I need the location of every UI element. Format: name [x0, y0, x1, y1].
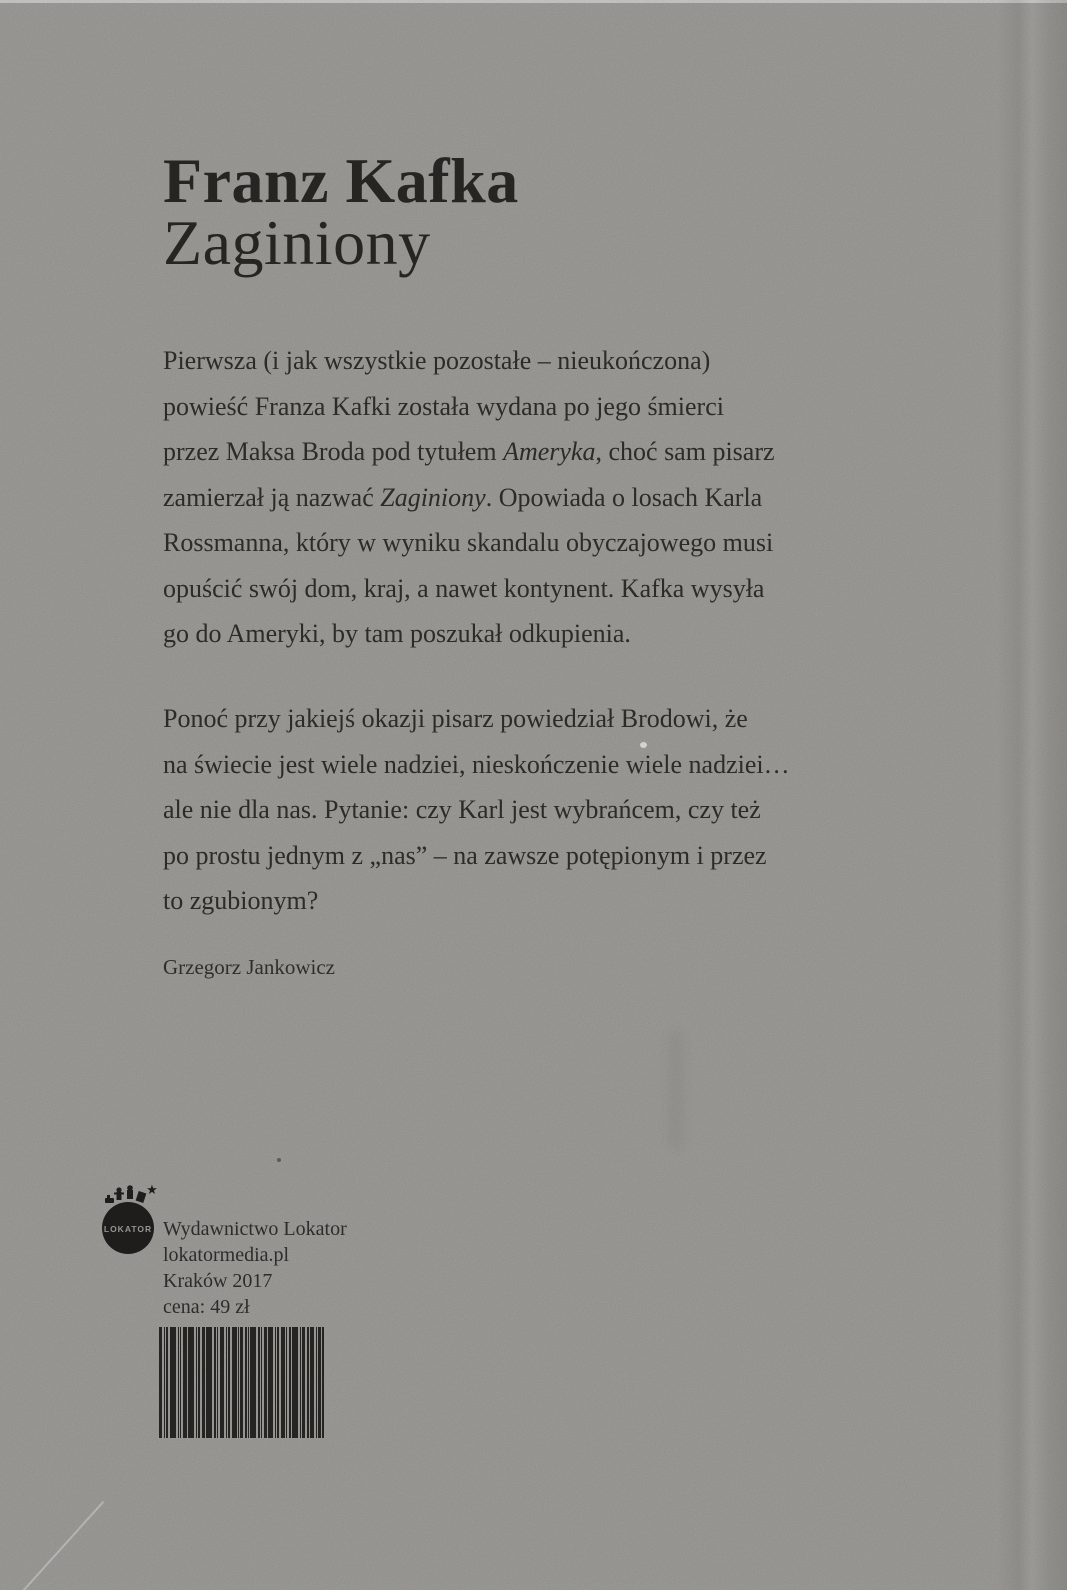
- barcode-bar: [196, 1327, 197, 1438]
- page-top-edge: [0, 0, 1067, 3]
- barcode-bar: [245, 1327, 247, 1438]
- barcode-bar: [170, 1327, 176, 1438]
- publisher-block: [163, 1216, 347, 1320]
- barcode-bar: [214, 1327, 216, 1438]
- spine-crease: [997, 0, 1067, 1590]
- book-title: Zaginiony: [163, 207, 431, 278]
- barcode-bar: [322, 1327, 324, 1438]
- barcode-bar: [178, 1327, 179, 1438]
- barcode-bar: [220, 1327, 224, 1438]
- text-line: Ponoć przy jakiejś okazji pisarz powiedział Brodowi, że: [163, 704, 748, 733]
- lokator-publisher-logo: [97, 1178, 167, 1260]
- barcode-bar: [202, 1327, 205, 1438]
- text-line: Rossmanna, który w wyniku skandalu obyczajowego musi: [163, 528, 774, 557]
- barcode-bar: [289, 1327, 291, 1438]
- barcode-bar: [217, 1327, 218, 1438]
- paper-smudge: [668, 1030, 684, 1150]
- text-line: Pierwsza (i jak wszystkie pozostałe – nieukończona): [163, 346, 711, 375]
- barcode-bar: [180, 1327, 181, 1438]
- barcode-bar: [166, 1327, 168, 1438]
- paper-dot: [277, 1158, 281, 1162]
- barcode-bar: [238, 1327, 239, 1438]
- barcode-bar: [206, 1327, 212, 1438]
- logo-figures: [105, 1185, 146, 1203]
- publisher-name: Wydawnictwo Lokator: [163, 1218, 347, 1240]
- text-line: go do Ameryki, by tam poszukał odkupienia.: [163, 619, 631, 648]
- barcode-bar: [300, 1327, 301, 1438]
- author-name: Franz Kafka: [163, 145, 519, 216]
- barcode-bar: [261, 1327, 262, 1438]
- barcode-bar: [286, 1327, 287, 1438]
- corner-crease: [0, 1501, 104, 1590]
- barcode-bar: [226, 1327, 227, 1438]
- text-line: to zgubionym?: [163, 886, 319, 915]
- blurb-paragraph-2: [163, 696, 883, 924]
- barcode-bar: [318, 1327, 321, 1438]
- text-line: po prostu jednym z „nas” – na zawsze potępionym i przez: [163, 840, 767, 870]
- text-line: przez Maksa Broda pod tytułem Ameryka, choć sam pisarz: [163, 437, 775, 466]
- barcode-bar: [183, 1327, 187, 1438]
- barcode-bar: [248, 1327, 249, 1438]
- barcode-bar: [159, 1327, 162, 1438]
- barcode-bar: [277, 1327, 279, 1438]
- barcode-bar: [316, 1327, 317, 1438]
- barcode-bar: [250, 1327, 256, 1438]
- text-line: ale nie dla nas. Pytanie: czy Karl jest wybrańcem, czy też: [163, 795, 761, 824]
- barcode-bar: [258, 1327, 260, 1438]
- text-line: opuścić swój dom, kraj, a nawet kontynent. Kafka wysyła: [163, 573, 765, 603]
- barcode-bar: [188, 1327, 194, 1438]
- barcode-bar: [164, 1327, 165, 1438]
- price-label: cena: 49 zł: [163, 1296, 250, 1318]
- text-line: powieść Franza Kafki została wydana po jego śmierci: [163, 391, 724, 421]
- barcode: [159, 1327, 337, 1438]
- logo-star-icon: ★: [146, 1182, 158, 1197]
- barcode-bar: [264, 1327, 267, 1438]
- publisher-website: lokatormedia.pl: [163, 1244, 290, 1266]
- logo-wordmark: LOKATOR: [103, 1224, 153, 1234]
- barcode-bar: [232, 1327, 237, 1438]
- book-title-block: [163, 145, 519, 278]
- barcode-bar: [228, 1327, 230, 1438]
- barcode-bar: [292, 1327, 298, 1438]
- barcode-bar: [307, 1327, 309, 1438]
- barcode-bar: [302, 1327, 305, 1438]
- barcode-bar: [275, 1327, 276, 1438]
- publisher-city-year: Kraków 2017: [163, 1270, 273, 1292]
- blurb-paragraph-1: [163, 338, 883, 657]
- text-line: na świecie jest wiele nadziei, nieskończenie wiele nadziei…: [163, 749, 790, 779]
- barcode-bar: [198, 1327, 200, 1438]
- text-line: zamierzał ją nazwać Zaginiony. Opowiada o losach Karla: [163, 482, 763, 512]
- blurb-author: Grzegorz Jankowicz: [163, 955, 335, 979]
- barcode-bar: [240, 1327, 243, 1438]
- barcode-bar: [310, 1327, 314, 1438]
- barcode-bar: [281, 1327, 285, 1438]
- barcode-bar: [268, 1327, 273, 1438]
